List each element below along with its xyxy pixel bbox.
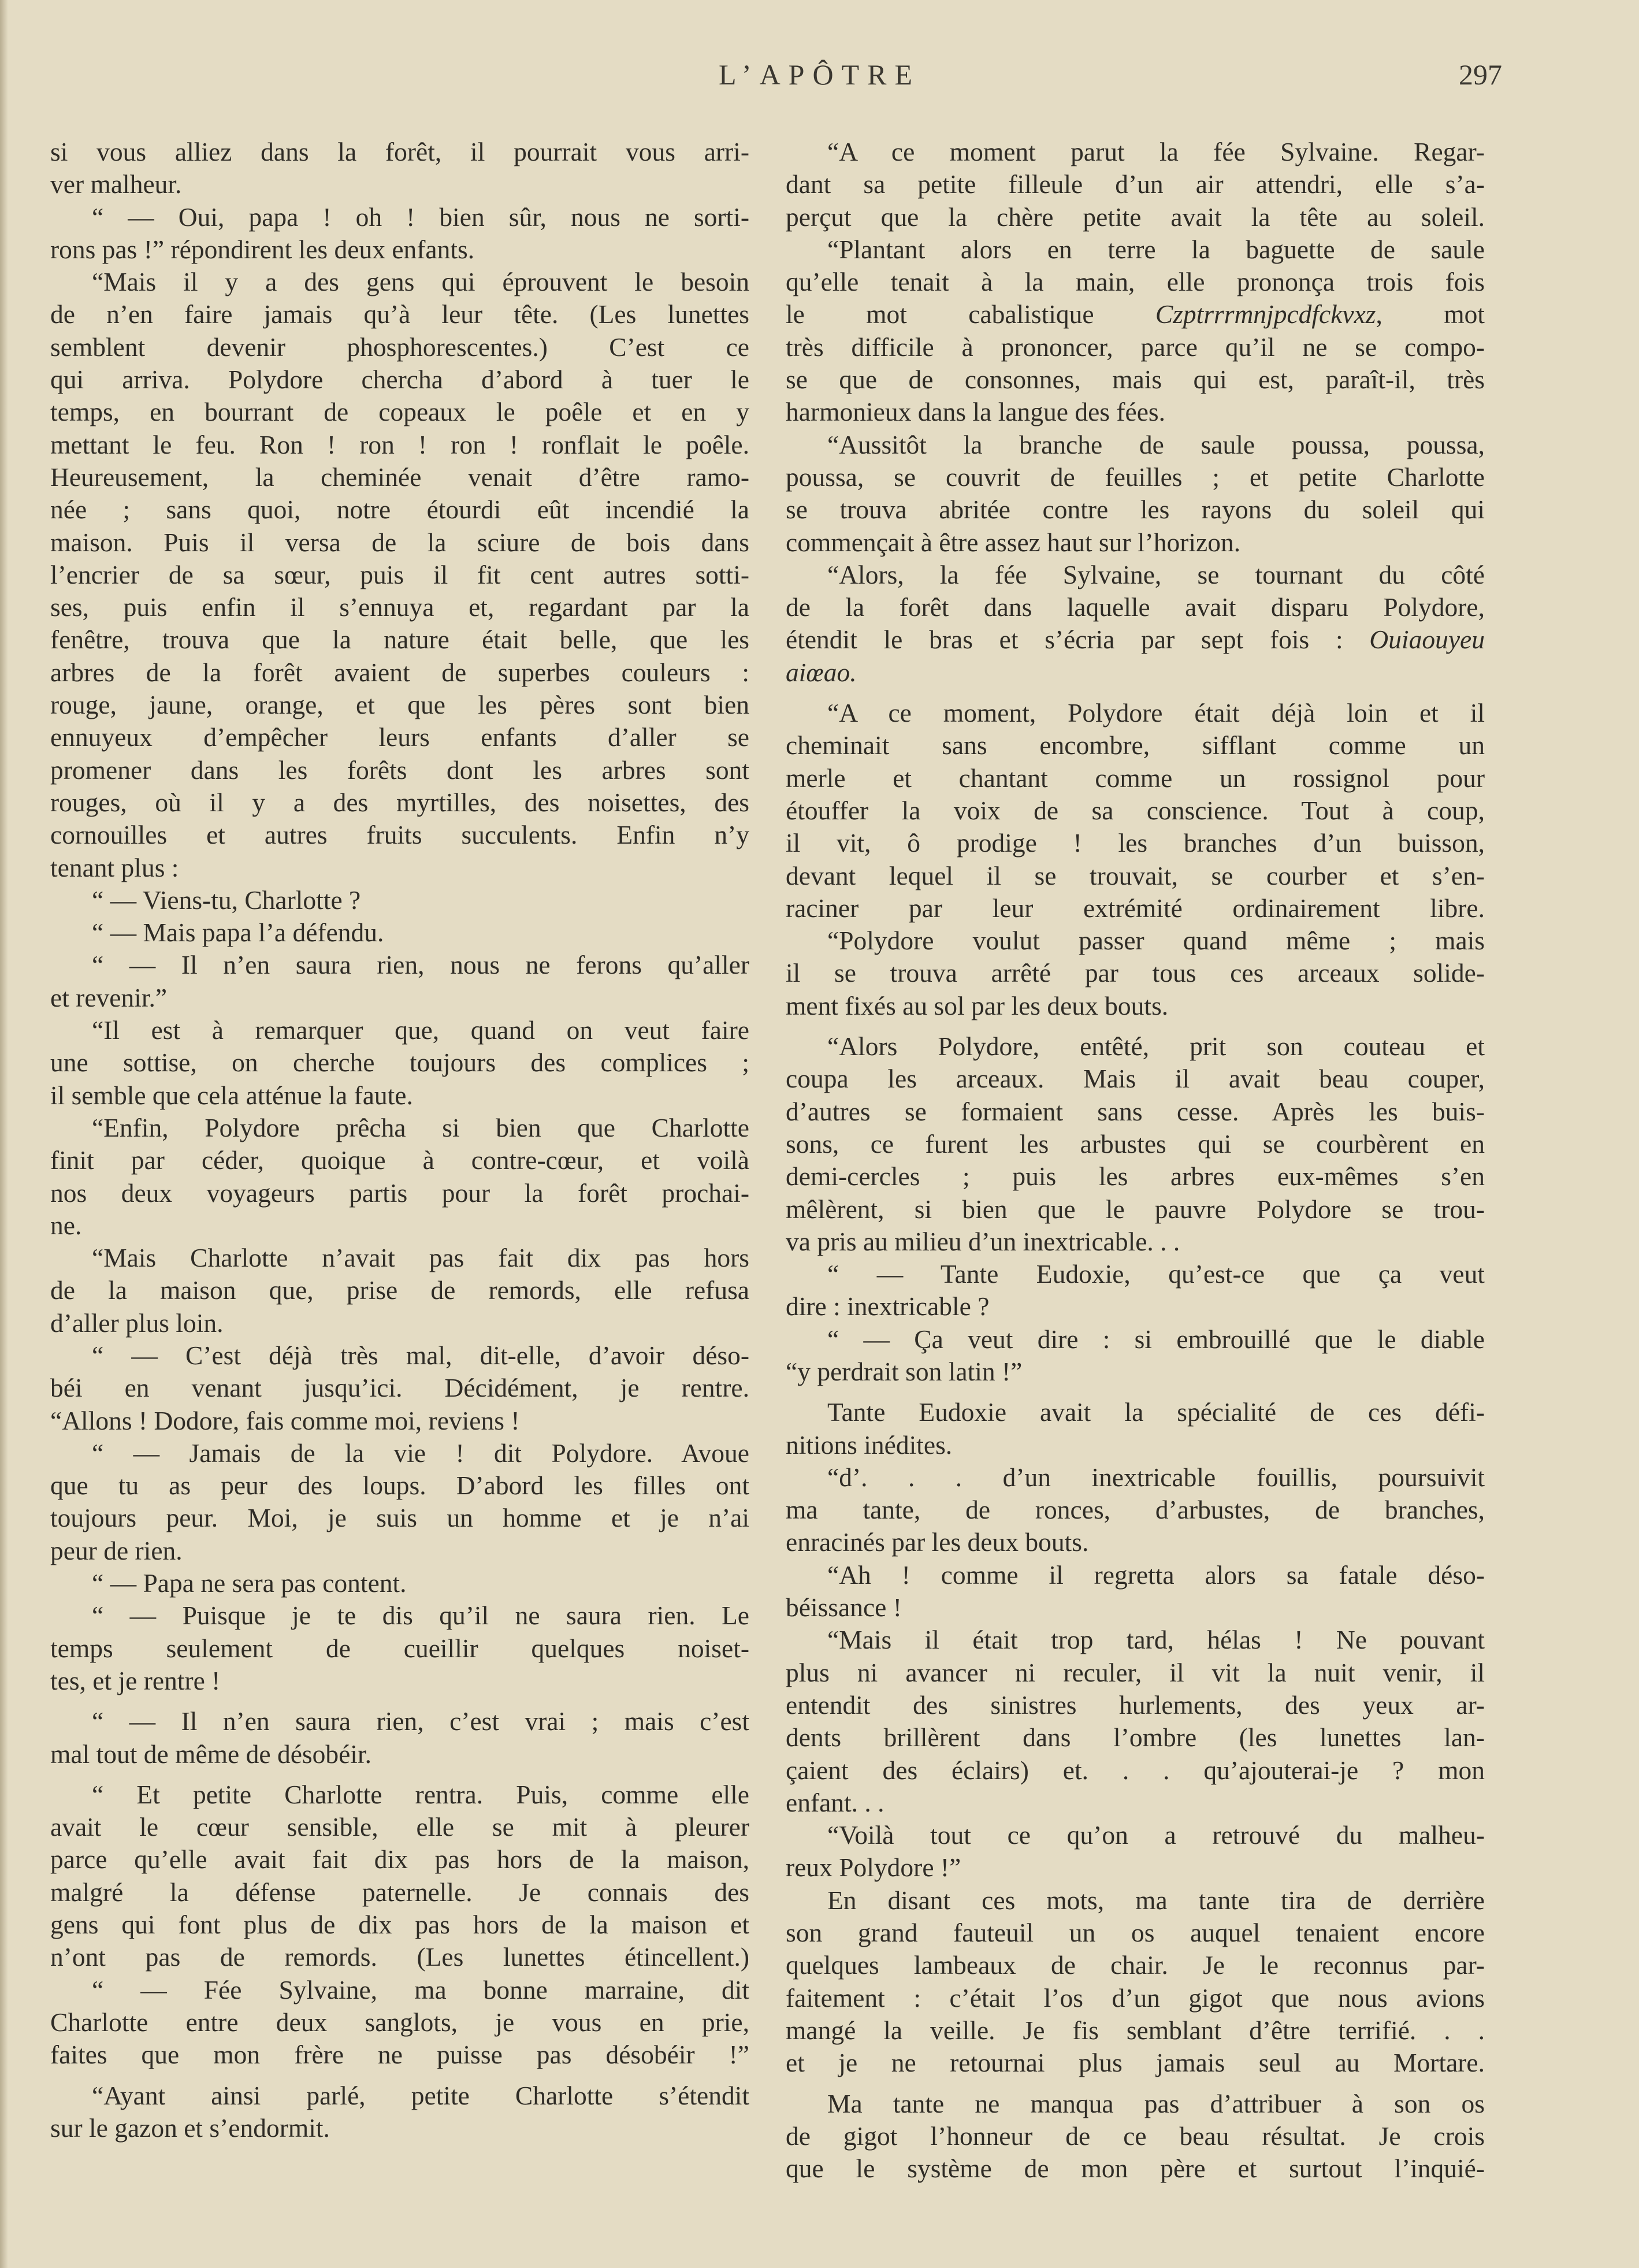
text-line: de la forêt dans laquelle avait disparu Polydore, — [786, 592, 1485, 622]
text-line: “Enfin, Polydore prêcha si bien que Charlotte — [92, 1112, 749, 1142]
text-line: béissance ! — [786, 1593, 902, 1623]
text-line: dant sa petite filleule d’un air attendri, elle s’a- — [786, 169, 1485, 199]
text-line: “A ce moment parut la fée Sylvaine. Regar- — [827, 137, 1485, 166]
text-line: enfant. . . — [786, 1787, 884, 1817]
text-line: rouge, jaune, orange, et que les pères sont bien — [50, 690, 749, 720]
text-line: semblent devenir phosphorescentes.) C’est ce — [50, 332, 749, 362]
text-line: harmonieux dans la langue des fées. — [786, 397, 1165, 427]
text-line: “ — Il n’en saura rien, nous ne ferons qu’aller — [92, 950, 749, 980]
text-line: Charlotte entre deux sanglots, je vous en prie, — [50, 2007, 749, 2037]
text-line: mangé la veille. Je fis semblant d’être terrifié. . . — [786, 2015, 1485, 2045]
text-line: et je ne retournai plus jamais seul au Mortare. — [786, 2048, 1485, 2078]
text-line: une sottise, on cherche toujours des complices ; — [50, 1048, 749, 1078]
text-line: sur le gazon et s’endormit. — [50, 2113, 330, 2143]
text-line: “ — Viens-tu, Charlotte ? — [92, 885, 361, 915]
text-line: peur de rien. — [50, 1535, 183, 1565]
text-line: béi en venant jusqu’ici. Décidément, je rentre. — [50, 1373, 749, 1403]
text-line: “ — Il n’en saura rien, c’est vrai ; mais c’est — [92, 1706, 749, 1736]
text-line: “Il est à remarquer que, quand on veut faire — [92, 1015, 749, 1045]
text-line: nos deux voyageurs partis pour la forêt prochai- — [50, 1178, 749, 1208]
text-line: ma tante, de ronces, d’arbustes, de branches, — [786, 1495, 1485, 1525]
text-line: demi-cercles ; puis les arbres eux-mêmes s’en — [786, 1161, 1485, 1191]
text-line: raciner par leur extrémité ordinairement libre. — [786, 893, 1485, 923]
text-line: rons pas !” répondirent les deux enfants. — [50, 234, 475, 264]
text-line: ennuyeux d’empêcher leurs enfants d’aller se — [50, 722, 749, 752]
text-line: gens qui font plus de dix pas hors de la maison et — [50, 1910, 749, 1940]
text-line: finit par céder, quoique à contre-cœur, et voilà — [50, 1145, 749, 1175]
text-line: devant lequel il se trouvait, se courber et s’en- — [786, 860, 1485, 890]
text-line: avait le cœur sensible, elle se mit à pleurer — [50, 1812, 749, 1842]
text-line: son grand fauteuil un os auquel tenaient encore — [786, 1918, 1485, 1948]
text-line: que le système de mon père et surtout l’inquié- — [786, 2154, 1485, 2184]
text-line: dire : inextricable ? — [786, 1291, 990, 1322]
text-line: “Alors, la fée Sylvaine, se tournant du côté — [827, 559, 1485, 589]
text-line: maison. Puis il versa de la sciure de bois dans — [50, 527, 749, 557]
text-line: arbres de la forêt avaient de superbes couleurs : — [50, 657, 749, 687]
text-line: Heureusement, la cheminée venait d’être ramo- — [50, 462, 749, 492]
text-line: ses, puis enfin il s’ennuya et, regardant par la — [50, 592, 749, 622]
text-line: de n’en faire jamais qu’à leur tête. (Les lunettes — [50, 299, 749, 329]
text-line: de gigot l’honneur de ce beau résultat. Je crois — [786, 2121, 1485, 2151]
text-line: sons, ce furent les arbustes qui se courbèrent en — [786, 1129, 1485, 1159]
text-line: née ; sans quoi, notre étourdi eût incendié la — [50, 495, 749, 525]
text-line: toujours peur. Moi, je suis un homme et je n’ai — [50, 1503, 749, 1533]
text-line: quelques lambeaux de chair. Je le reconnus par- — [786, 1950, 1485, 1980]
text-line: “Ah ! comme il regretta alors sa fatale déso- — [827, 1560, 1485, 1590]
text-line: ver malheur. — [50, 169, 182, 199]
text-line: mêlèrent, si bien que le pauvre Polydore se trou- — [786, 1194, 1485, 1224]
text-line: “Plantant alors en terre la baguette de saule — [827, 234, 1485, 264]
text-line: “Alors Polydore, entêté, prit son couteau et — [827, 1031, 1485, 1061]
text-line: “y perdrait son latin !” — [786, 1356, 1023, 1386]
text-line: temps, en bourrant de copeaux le poêle et en y — [50, 397, 749, 427]
text-line: nitions inédites. — [786, 1430, 953, 1460]
text-line: En disant ces mots, ma tante tira de derrière — [827, 1885, 1485, 1915]
text-line: “Voilà tout ce qu’on a retrouvé du malheu- — [827, 1820, 1485, 1850]
text-line: étouffer la voix de sa conscience. Tout à coup, — [786, 795, 1485, 825]
text-line: “ — Oui, papa ! oh ! bien sûr, nous ne sorti- — [92, 202, 749, 232]
text-line: “ — Ça veut dire : si embrouillé que le diable — [827, 1324, 1485, 1354]
text-line: “d’. . . d’un inextricable fouillis, poursuivit — [827, 1462, 1485, 1492]
text-line: parce qu’elle avait fait dix pas hors de la maison, — [50, 1844, 749, 1874]
text-line: Tante Eudoxie avait la spécialité de ces défi- — [827, 1397, 1485, 1427]
text-line: “Aussitôt la branche de saule poussa, poussa, — [827, 429, 1485, 459]
running-header — [0, 58, 1639, 104]
text-line: “ Et petite Charlotte rentra. Puis, comme elle — [92, 1779, 749, 1809]
right-text-column — [786, 136, 1485, 2185]
text-line: commençait à être assez haut sur l’horizon. — [786, 527, 1241, 557]
text-line: se trouva abritée contre les rayons du soleil qui — [786, 495, 1485, 525]
text-line: l’encrier de sa sœur, puis il fit cent autres sotti- — [50, 559, 749, 589]
text-line: n’ont pas de remords. (Les lunettes étincellent.) — [50, 1942, 749, 1972]
text-line: tes, et je rentre ! — [50, 1665, 221, 1695]
text-line: “ — Mais papa l’a défendu. — [92, 918, 384, 948]
left-text-column — [50, 136, 749, 2144]
text-line: perçut que la chère petite avait la tête au soleil. — [786, 202, 1485, 232]
text-line: fenêtre, trouva que la nature était belle, que les — [50, 625, 749, 655]
running-title: L’APÔTRE — [718, 58, 921, 91]
text-line: il semble que cela atténue la faute. — [50, 1080, 413, 1110]
text-line: il vit, ô prodige ! les branches d’un buisson, — [786, 828, 1485, 858]
text-line: temps seulement de cueillir quelques noiset- — [50, 1633, 749, 1663]
text-line: malgré la défense paternelle. Je connais des — [50, 1877, 749, 1907]
text-line: étendit le bras et s’écria par sept fois : Ouiaouyeu — [786, 625, 1485, 655]
page-edge-shadow — [0, 0, 8, 2268]
text-line: cheminait sans encombre, sifflant comme un — [786, 730, 1485, 760]
text-line: “Mais il y a des gens qui éprouvent le besoin — [92, 267, 749, 297]
text-line: va pris au milieu d’un inextricable. . . — [786, 1226, 1180, 1256]
text-line: d’autres se formaient sans cesse. Après les buis- — [786, 1096, 1485, 1126]
text-line: mal tout de même de désobéir. — [50, 1739, 371, 1769]
text-line: de la maison que, prise de remords, elle refusa — [50, 1275, 749, 1305]
text-line: faites que mon frère ne puisse pas désobéir !” — [50, 2040, 749, 2070]
text-line: il se trouva arrêté par tous ces arceaux solide- — [786, 958, 1485, 988]
text-line: “Mais Charlotte n’avait pas fait dix pas hors — [92, 1243, 749, 1273]
text-line: “Polydore voulut passer quand même ; mais — [827, 926, 1485, 956]
text-line: “ — Fée Sylvaine, ma bonne marraine, dit — [92, 1974, 749, 2005]
text-line: reux Polydore !” — [786, 1853, 961, 1883]
text-line: tenant plus : — [50, 852, 179, 882]
text-line: plus ni avancer ni reculer, il vit la nuit venir, il — [786, 1657, 1485, 1687]
text-line: que tu as peur des loups. D’abord les filles ont — [50, 1471, 749, 1501]
text-line: se que de consonnes, mais qui est, paraît-il, très — [786, 365, 1485, 395]
text-line: qu’elle tenait à la main, elle prononça trois fois — [786, 267, 1485, 297]
text-line: coupa les arceaux. Mais il avait beau couper, — [786, 1064, 1485, 1094]
page-number: 297 — [1459, 58, 1502, 91]
text-line: “ — C’est déjà très mal, dit-elle, d’avoir déso- — [92, 1340, 749, 1370]
text-line: entendit des sinistres hurlements, des yeux ar- — [786, 1690, 1485, 1720]
text-line: cornouilles et autres fruits succulents. Enfin n’y — [50, 820, 749, 850]
text-line: “ — Puisque je te dis qu’il ne saura rien. Le — [92, 1601, 749, 1631]
text-line: poussa, se couvrit de feuilles ; et petite Charlotte — [786, 462, 1485, 492]
text-line: ment fixés au sol par les deux bouts. — [786, 990, 1169, 1020]
text-line: qui arriva. Polydore chercha d’abord à tuer le — [50, 365, 749, 395]
text-line: merle et chantant comme un rossignol pour — [786, 763, 1485, 793]
text-line: mettant le feu. Ron ! ron ! ron ! ronflait le poêle. — [50, 429, 749, 459]
text-line: “ — Jamais de la vie ! dit Polydore. Avoue — [92, 1438, 749, 1468]
text-line: “Mais il était trop tard, hélas ! Ne pouvant — [827, 1625, 1485, 1655]
text-line: “A ce moment, Polydore était déjà loin et il — [827, 698, 1485, 728]
text-line: si vous alliez dans la forêt, il pourrait vous arri- — [50, 137, 749, 166]
text-line: rouges, où il y a des myrtilles, des noisettes, des — [50, 787, 749, 817]
text-line: “ — Papa ne sera pas content. — [92, 1568, 407, 1598]
text-line: et revenir.” — [50, 982, 168, 1012]
text-line: çaient des éclairs) et. . . qu’ajouterai-je ? mon — [786, 1755, 1485, 1785]
text-line: “Allons ! Dodore, fais comme moi, reviens ! — [50, 1405, 520, 1435]
text-line: promener dans les forêts dont les arbres sont — [50, 755, 749, 785]
text-line: dents brillèrent dans l’ombre (les lunettes lan- — [786, 1723, 1485, 1753]
text-line: faitement : c’était l’os d’un gigot que nous avions — [786, 1983, 1485, 2013]
text-line: le mot cabalistique Czptrrrmnjpcdfckvxz, mot — [786, 299, 1485, 329]
text-line: enracinés par les deux bouts. — [786, 1527, 1089, 1557]
text-line: aiœao. — [786, 657, 857, 687]
text-line: “Ayant ainsi parlé, petite Charlotte s’étendit — [92, 2080, 749, 2110]
text-line: ne. — [50, 1210, 82, 1240]
text-line: d’aller plus loin. — [50, 1308, 224, 1338]
text-line: très difficile à prononcer, parce qu’il ne se compo- — [786, 332, 1485, 362]
text-line: Ma tante ne manqua pas d’attribuer à son os — [827, 2088, 1485, 2118]
text-line: “ — Tante Eudoxie, qu’est-ce que ça veut — [827, 1259, 1485, 1289]
